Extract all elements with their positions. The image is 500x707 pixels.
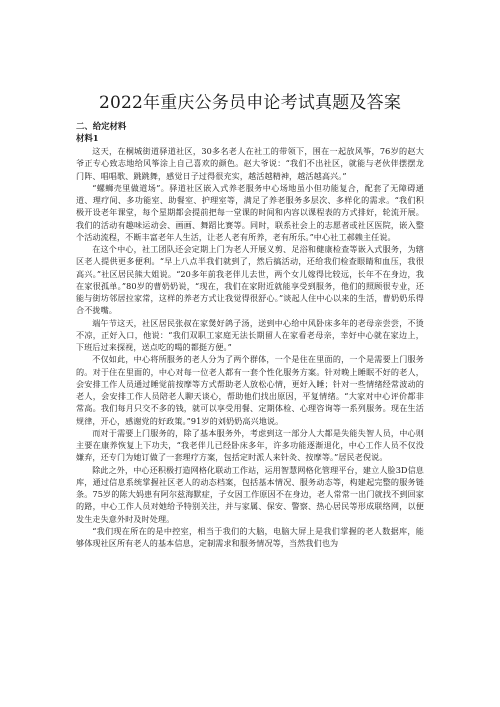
document-title: 2022年重庆公务员申论考试真题及答案	[98, 93, 402, 113]
section-heading: 二、给定材料	[76, 121, 127, 131]
paragraph: 而对于需要上门服务的，除了基本服务外，考虑到这一部分人大都是失能失智人员，中心则主要在康养恢复上下功夫，“我老伴儿已经卧床多年，许多功能逐渐退化，中心工作人员不仅没嫌弃，还专门为她订做了一套理疗方案，包括定时派人来针灸、按摩等。”居民老倪说。	[76, 427, 424, 463]
material-label: 材料1	[76, 133, 99, 143]
paragraph: 在这个中心，社工团队还会定期上门为老人开展义剪、足浴和健康检查等嵌入式服务，为辖区老人提供更多便利。“早上八点半我们就到了，然后搞活动，还给我们检查眼睛和血压，我很高兴。”社区居民熊大姐说。“20多年前我老伴儿去世，两个女儿嫁得比较远，长年不在身边，我在家很孤单。”80岁的曹奶奶说，“现在，我们在家附近就能享受到服务，他们的照顾很专业，还能与街坊邻居拉家常，这样的养老方式让我觉得很舒心。”谈起人住中心以来的生活，曹奶奶乐得合不拢嘴。	[76, 244, 424, 316]
paragraph: 不仅如此，中心将所服务的老人分为了两个群体，一个是住在里面的，一个是需要上门服务的。对于住在里面的，中心对每一位老人都有一套个性化服务方案。针对晚上睡眠不好的老人，会安排工作人员通过睡觉前按摩等方式帮助老人放松心情，更好入睡；针对一些情绪经常波动的老人，会安排工作人员陪老人聊天谈心，帮助他们找出原因，平复情绪。“大家对中心评价都非常高。我们每月只交不多的钱，就可以享受用餐、定期体检、心理咨询等一系列服务。现在生活规律，开心，感谢党的好政策。”91岁的刘奶奶高兴地说。	[76, 354, 424, 426]
paragraph: 这天，在桐城街道驿道社区，30多名老人在社工的带领下，围在一起放风筝，76岁的赵大爷正专心致志地给风筝涂上自己喜欢的颜色。赵大爷说：“我们不出社区，就能与老伙伴摆摆龙门阵、唱唱歌、跳跳舞，感觉日子过得很充实，越活越精神，越活越高兴。”	[76, 146, 424, 181]
paragraph: “螺蛳壳里做道场”。驿道社区嵌入式养老服务中心场地虽小但功能复合，配套了无障碍通道、理疗间、多功能室、助餐室、护理室等，满足了养老服务多层次、多样化的需求。“我们积极开设老年课堂，每个星期都会提前把每一堂课的时间和内容以课程表的方式排好，轮流开展。我们的活动有趣味运动会、画画、舞蹈比赛等。同时，联系社会上的志愿者或社区医院，嵌入整个活动流程，不断丰富老年人生活，让老人老有所养，老有所乐。”中心社工郝赖主任说。	[76, 182, 424, 242]
paragraph: 除此之外，中心还积极打造网格化联动工作站，运用智慧网格化管理平台，建立人脸3D信息库，通过信息系统掌握社区老人的动态档案，包括基本情况、服务动态等，构建起完整的服务链条。75岁的陈大妈患有阿尔兹海默症，子女因工作原因不在身边，老人常常一出门就找不到回家的路，中心工作人员对她给予特别关注，并与家属、保安、警察、热心居民等形成联络网，以便发生走失意外时及时处理。	[76, 464, 424, 524]
document-body	[76, 145, 424, 549]
paragraph: 端午节这天，社区居民张叔在家煲好鸽子汤，送到中心给中风卧床多年的老母亲尝尝，不烫不凉，正好入口，他说：“我们双职工家庭无法长期留人在家看老母亲，幸好中心就在家边上，下班后过来探视，送点吃的喝的都挺方便。”	[76, 317, 424, 352]
paragraph: “我们现在所在的是中控室，相当于我们的大脑，电脑大屏上是我们掌握的老人数据库，能够体现社区所有老人的基本信息，定制需求和服务情况等，当然我们也为	[76, 525, 424, 548]
